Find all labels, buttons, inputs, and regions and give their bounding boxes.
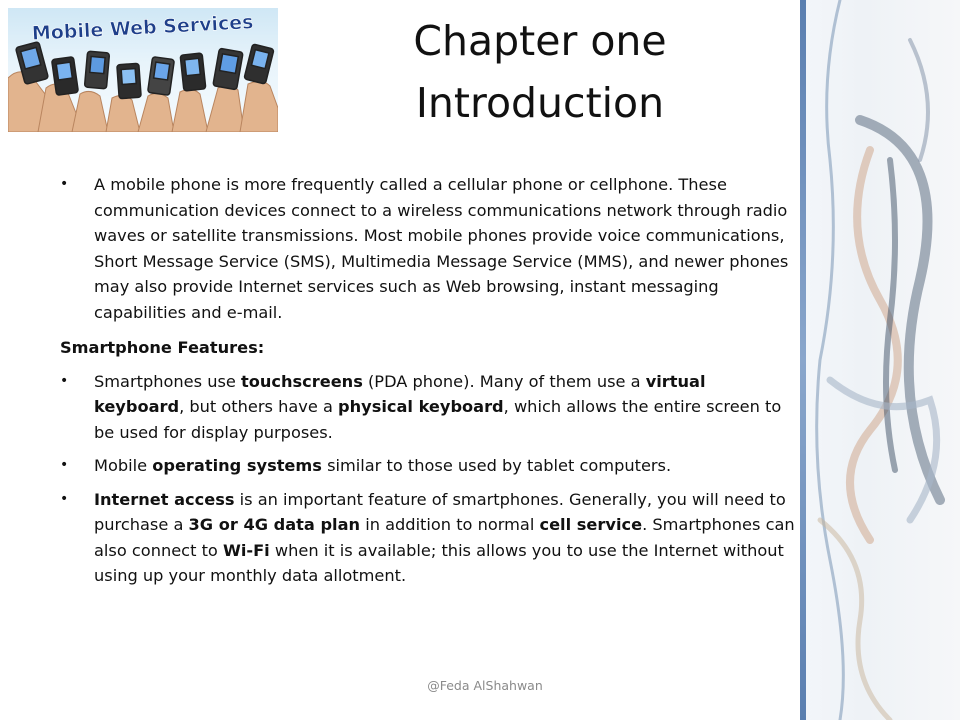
bullet-dot: • <box>60 176 69 192</box>
bullet-dot: • <box>60 457 69 473</box>
text-run: Mobile <box>94 456 153 475</box>
feature-text <box>94 490 795 586</box>
bullet-dot: • <box>60 372 69 389</box>
side-accent-line <box>800 0 806 720</box>
decorative-swirl-image <box>800 0 960 720</box>
bold-term: touchscreens <box>241 371 363 391</box>
feature-bullet <box>62 453 800 479</box>
logo-image <box>8 8 278 132</box>
feature-list <box>62 369 800 589</box>
section-subheading: Smartphone Features: <box>60 338 265 357</box>
text-run: similar to those used by tablet computers. <box>321 456 672 475</box>
slide-body <box>62 172 800 597</box>
bold-term: 3G or 4G data plan <box>188 515 361 534</box>
feature-text <box>94 456 671 475</box>
logo-text: Mobile Web Services <box>31 11 254 45</box>
bold-term: virtual keyboard <box>94 371 706 416</box>
bold-term: Internet access <box>94 489 235 509</box>
hands-holding-phones-image <box>8 8 278 132</box>
feature-bullet <box>62 369 800 446</box>
bold-term: operating systems <box>152 456 322 475</box>
text-run: when it is available; this allows you to use the Internet without using up your monthly data allotment. <box>94 540 784 585</box>
title-line-1: Chapter one <box>413 17 667 65</box>
text-run: in addition to normal <box>360 515 540 534</box>
text-run: . Smartphones can also connect to <box>94 515 795 560</box>
intro-bullet <box>62 172 800 325</box>
bold-term: Wi-Fi <box>222 540 270 560</box>
intro-text: A mobile phone is more frequently called a cellular phone or cellphone. These communication devices connect to a wireless communications network through radio waves or satellite transmissions. Most mobile phones provide voice communications, Short Message Service (SMS), Multimedia Message Service (MMS), and newer phones may also provide Internet services such as Web browsing, instant messaging capabilities and e-mail. <box>94 175 789 322</box>
side-decoration <box>800 0 960 720</box>
page-title <box>330 10 750 134</box>
bullet-dot: • <box>60 490 69 507</box>
footer-author: @Feda AlShahwan <box>427 678 543 693</box>
feature-bullet <box>62 487 800 589</box>
text-run: (PDA phone). Many of them use a <box>362 371 646 391</box>
title-line-2: Introduction <box>415 79 665 127</box>
text-run: , but others have a <box>179 397 339 416</box>
feature-text <box>94 372 781 442</box>
bold-term: physical keyboard <box>338 397 504 416</box>
text-run: is an important feature of smartphones. Generally, you will need to purchase a <box>94 489 786 534</box>
text-run: , which allows the entire screen to be used for display purposes. <box>94 397 782 442</box>
bold-term: cell service <box>539 515 643 534</box>
text-run: Smartphones use <box>94 371 241 391</box>
